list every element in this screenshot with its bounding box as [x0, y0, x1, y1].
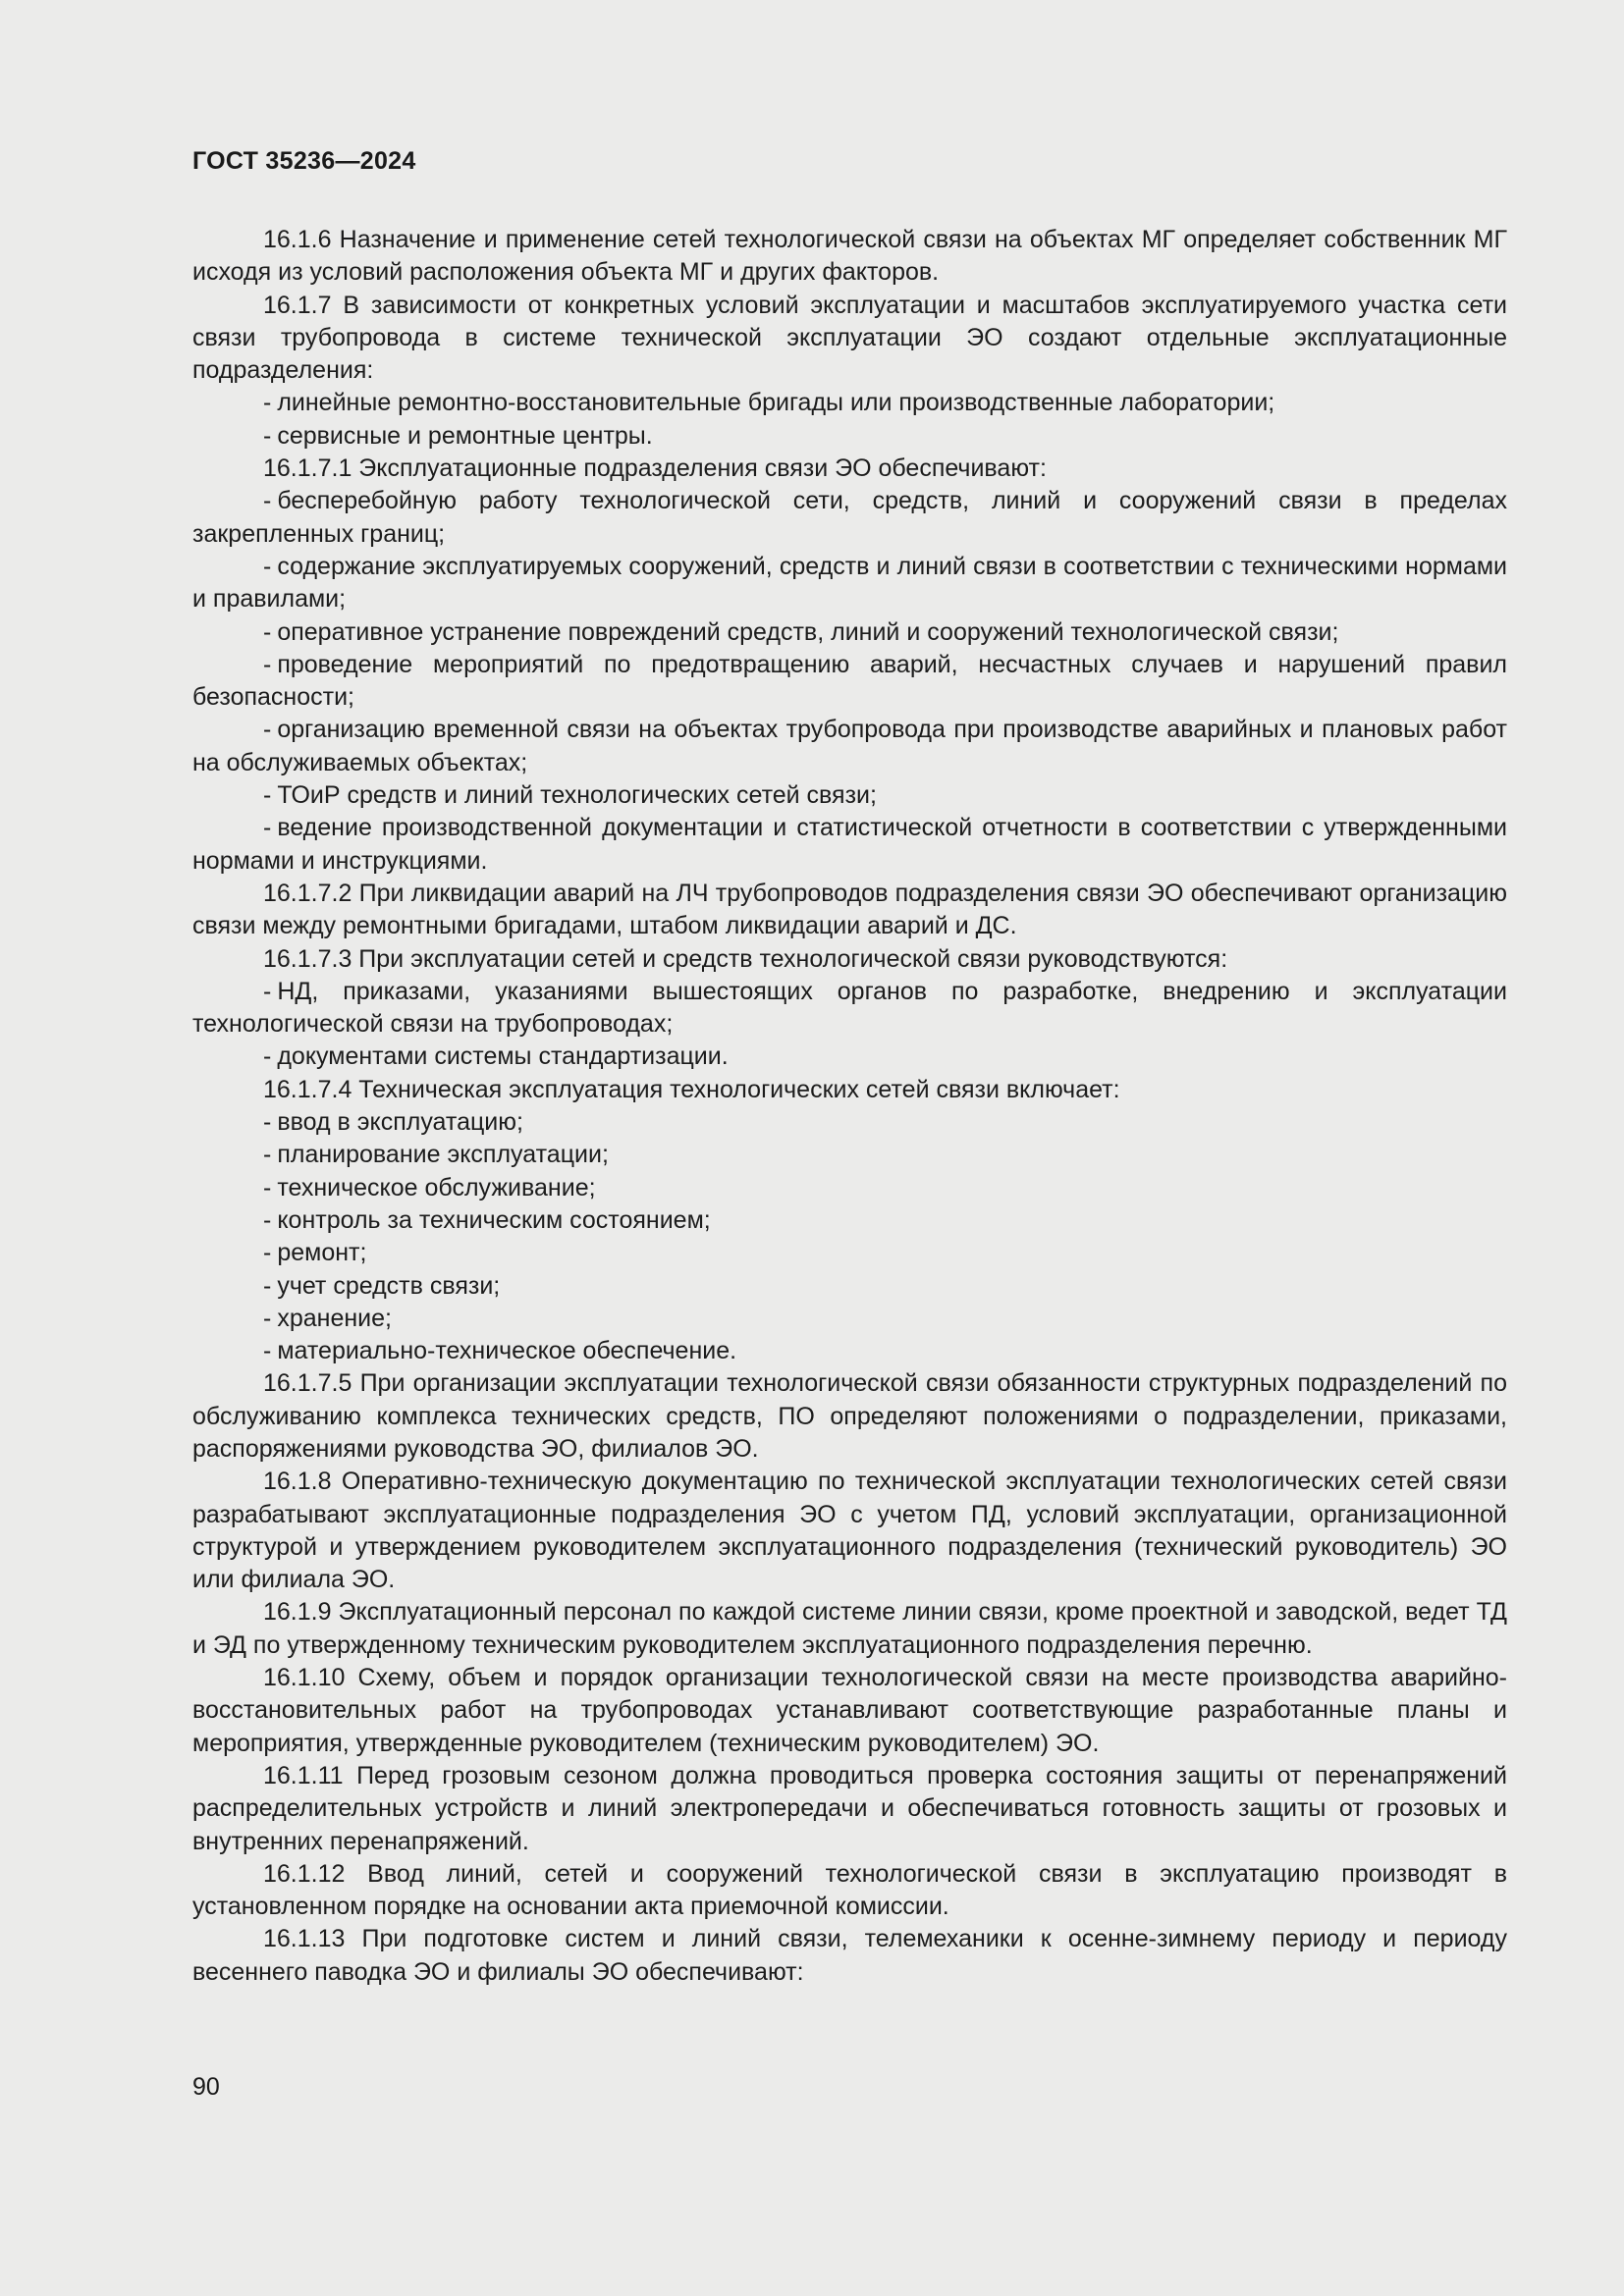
- paragraph: 16.1.10 Схему, объем и порядок организации технологической связи на месте производства аварийно-восстановительных работ на трубопроводах устанавливают соответствующие разработанные планы и мероприятия, утвержденные руководителем (техническим руководителем) ЭО.: [192, 1664, 1507, 1757]
- list-item: [192, 779, 1507, 812]
- list-marker: -: [263, 1239, 272, 1267]
- list-item-text: контроль за техническим состоянием;: [277, 1205, 711, 1234]
- list-item: [192, 1106, 1507, 1139]
- list-item-text: содержание эксплуатируемых сооружений, средств и линий связи в соответствии с техническими нормами и правилами;: [192, 552, 1507, 614]
- paragraph: 16.1.7.2 При ликвидации аварий на ЛЧ трубопроводов подразделения связи ЭО обеспечивают организацию связи между ремонтными бригадами, штабом ликвидации аварий и ДС.: [192, 879, 1507, 940]
- list-item: [192, 420, 1507, 453]
- list-marker: -: [263, 389, 272, 417]
- list-item-text: ввод в эксплуатацию;: [277, 1108, 523, 1137]
- list-marker: -: [263, 487, 272, 515]
- list-marker: -: [263, 617, 272, 646]
- list-item-text: НД, приказами, указаниями вышестоящих органов по разработке, внедрению и эксплуатации технологической связи на трубопроводах;: [192, 977, 1507, 1039]
- list-item: [192, 649, 1507, 715]
- list-item-text: учет средств связи;: [277, 1271, 501, 1300]
- list-item-text: ТОиР средств и линий технологических сетей связи;: [277, 781, 877, 810]
- list-marker: -: [263, 716, 272, 744]
- list-item: [192, 812, 1507, 878]
- list-item-text: линейные ремонтно-восстановительные бригады или производственные лаборатории;: [277, 389, 1275, 417]
- list-marker: -: [263, 1173, 272, 1201]
- paragraph: 16.1.6 Назначение и применение сетей технологической связи на объектах МГ определяет собственник МГ исходя из условий расположения объекта МГ и других факторов.: [192, 226, 1507, 287]
- list-item: [192, 551, 1507, 616]
- list-marker: -: [263, 1205, 272, 1234]
- list-item-text: техническое обслуживание;: [277, 1173, 596, 1201]
- list-item: [192, 976, 1507, 1041]
- list-item-text: бесперебойную работу технологической сети, средств, линий и сооружений связи в пределах закрепленных границ;: [192, 487, 1507, 548]
- list-item-text: проведение мероприятий по предотвращению аварий, несчастных случаев и нарушений правил безопасности;: [192, 650, 1507, 712]
- list-item-text: сервисные и ремонтные центры.: [277, 421, 653, 450]
- list-item: [192, 1204, 1507, 1237]
- paragraph: 16.1.7.3 При эксплуатации сетей и средств технологической связи руководствуются:: [263, 944, 1228, 973]
- paragraph: 16.1.8 Оперативно-техническую документацию по технической эксплуатации технологических сетей связи разрабатывают эксплуатационные подразделения ЭО с учетом ПД, условий эксплуатации, организационной структурой и утверждением руководителем эксплуатационного подразделения (технический руководитель) ЭО или филиала ЭО.: [192, 1468, 1507, 1594]
- list-item: [192, 387, 1507, 419]
- paragraph: 16.1.7.4 Техническая эксплуатация технологических сетей связи включает:: [263, 1075, 1120, 1103]
- list-marker: -: [263, 552, 272, 580]
- list-item-text: оперативное устранение повреждений средств, линий и сооружений технологической связи;: [277, 617, 1339, 646]
- list-item-text: материально-техническое обеспечение.: [277, 1337, 737, 1365]
- list-item-text: документами системы стандартизации.: [277, 1042, 729, 1071]
- list-item-text: хранение;: [277, 1304, 392, 1332]
- page-number: 90: [192, 2073, 220, 2101]
- paragraph: 16.1.7.1 Эксплуатационные подразделения связи ЭО обеспечивают:: [263, 454, 1047, 483]
- list-marker: -: [263, 1141, 272, 1169]
- list-marker: -: [263, 1108, 272, 1137]
- list-item: [192, 1303, 1507, 1335]
- list-marker: -: [263, 1304, 272, 1332]
- list-item: [192, 1041, 1507, 1073]
- list-item-text: ведение производственной документации и статистической отчетности в соответствии с утвержденными нормами и инструкциями.: [192, 814, 1507, 875]
- list-item: [192, 1172, 1507, 1204]
- list-item: [192, 1270, 1507, 1303]
- list-marker: -: [263, 977, 272, 1005]
- list-item: [192, 1335, 1507, 1367]
- list-item-text: планирование эксплуатации;: [277, 1141, 609, 1169]
- list-marker: -: [263, 650, 272, 678]
- list-marker: -: [263, 1337, 272, 1365]
- paragraph: 16.1.13 При подготовке систем и линий связи, телемеханики к осенне-зимнему периоду и периоду весеннего паводка ЭО и филиалы ЭО обеспечивают:: [192, 1925, 1507, 1986]
- list-item: [192, 714, 1507, 779]
- paragraph: 16.1.9 Эксплуатационный персонал по каждой системе линии связи, кроме проектной и заводской, ведет ТД и ЭД по утвержденному техническим руководителем эксплуатационного подразделения перечню.: [192, 1598, 1507, 1659]
- list-marker: -: [263, 1271, 272, 1300]
- document-body: [192, 224, 1507, 1989]
- list-item: [192, 485, 1507, 551]
- list-marker: -: [263, 781, 272, 810]
- paragraph: 16.1.11 Перед грозовым сезоном должна проводиться проверка состояния защиты от перенапряжений распределительных устройств и линий электропередачи и обеспечиваться готовность защиты от грозовых и внутренних перенапряжений.: [192, 1761, 1507, 1855]
- list-marker: -: [263, 421, 272, 450]
- list-item-text: организацию временной связи на объектах трубопровода при производстве аварийных и плановых работ на обслуживаемых объектах;: [192, 716, 1507, 776]
- paragraph: 16.1.7.5 При организации эксплуатации технологической связи обязанности структурных подразделений по обслуживанию комплекса технических средств, ПО определяют положениями о подразделении, приказами, распоряжениями руководства ЭО, филиалов ЭО.: [192, 1369, 1507, 1463]
- paragraph: 16.1.7 В зависимости от конкретных условий эксплуатации и масштабов эксплуатируемого участка сети связи трубопровода в системе технической эксплуатации ЭО создают отдельные эксплуатационные подразделения:: [192, 291, 1507, 385]
- document-header: ГОСТ 35236—2024: [192, 147, 416, 175]
- list-item: [192, 616, 1507, 649]
- list-item-text: ремонт;: [277, 1239, 367, 1267]
- list-item: [192, 1139, 1507, 1171]
- list-marker: -: [263, 1042, 272, 1071]
- list-item: [192, 1237, 1507, 1269]
- paragraph: 16.1.12 Ввод линий, сетей и сооружений технологической связи в эксплуатацию производят в установленном порядке на основании акта приемочной комиссии.: [192, 1859, 1507, 1921]
- list-marker: -: [263, 814, 272, 842]
